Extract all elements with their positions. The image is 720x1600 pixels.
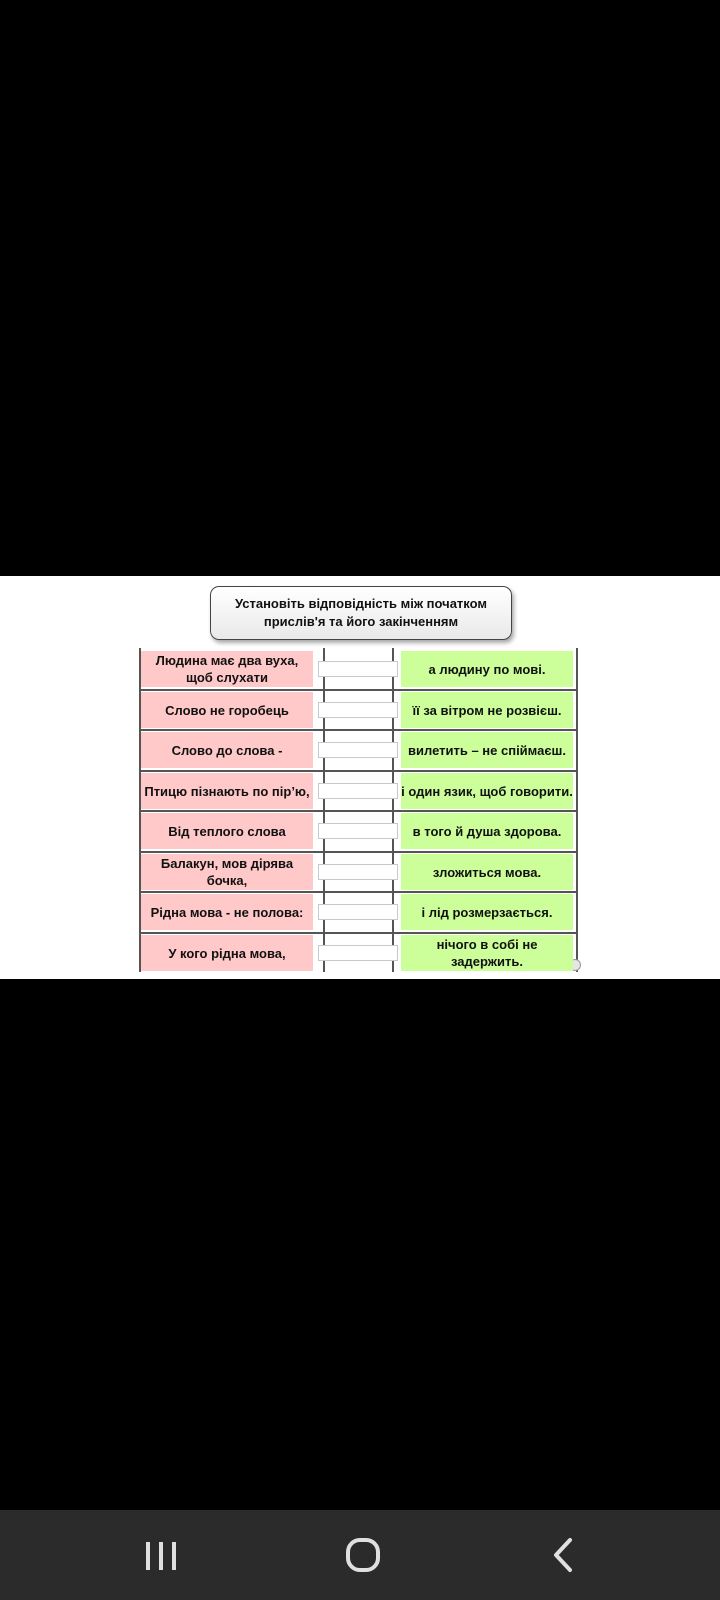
answer-slot[interactable] <box>318 823 398 839</box>
right-item[interactable]: вилетить – не спіймаєш. <box>401 732 573 768</box>
home-icon[interactable] <box>332 1532 392 1578</box>
right-item[interactable]: а людину по мові. <box>401 651 573 687</box>
row-divider <box>139 891 325 893</box>
answer-slot[interactable] <box>318 904 398 920</box>
row-divider <box>139 729 325 731</box>
row-divider <box>325 932 392 934</box>
row-divider <box>139 932 325 934</box>
right-item[interactable]: зложиться мова. <box>401 854 573 890</box>
exercise-sheet <box>0 576 720 979</box>
row-divider <box>325 689 392 691</box>
right-item[interactable]: нічого в собі не задержить. <box>401 935 573 971</box>
recent-apps-icon[interactable] <box>132 1532 192 1578</box>
row-divider <box>139 770 325 772</box>
row-divider <box>325 729 392 731</box>
row-divider <box>139 689 325 691</box>
back-icon[interactable] <box>534 1532 594 1578</box>
row-divider <box>392 891 578 893</box>
right-item[interactable]: і один язик, щоб говорити. <box>401 773 573 809</box>
row-divider <box>392 851 578 853</box>
left-item[interactable]: Від теплого слова <box>141 813 313 849</box>
left-item[interactable]: Слово не горобець <box>141 692 313 728</box>
row-divider <box>325 810 392 812</box>
left-item[interactable]: Рідна мова - не полова: <box>141 894 313 930</box>
answer-slot[interactable] <box>318 864 398 880</box>
left-item[interactable]: Птицю пізнають по пір’ю, <box>141 773 313 809</box>
row-divider <box>325 891 392 893</box>
row-divider <box>392 770 578 772</box>
task-title: Установіть відповідність між початком прислів'я та його закінченням <box>234 596 488 629</box>
row-divider <box>392 729 578 731</box>
answer-slot[interactable] <box>318 702 398 718</box>
system-navigation-bar <box>0 1510 720 1600</box>
left-item[interactable]: У кого рідна мова, <box>141 935 313 971</box>
row-divider <box>392 932 578 934</box>
row-divider <box>325 770 392 772</box>
left-item[interactable]: Слово до слова - <box>141 732 313 768</box>
row-divider <box>139 810 325 812</box>
answer-slot[interactable] <box>318 661 398 677</box>
task-title-box <box>210 586 512 640</box>
row-divider <box>392 810 578 812</box>
left-item[interactable]: Балакун, мов дірява бочка, <box>141 854 313 890</box>
row-divider <box>139 851 325 853</box>
row-divider <box>392 689 578 691</box>
answer-slot[interactable] <box>318 945 398 961</box>
right-item[interactable]: і лід розмерзається. <box>401 894 573 930</box>
matching-board <box>139 648 578 972</box>
left-item[interactable]: Людина має два вуха, щоб слухати <box>141 651 313 687</box>
right-item[interactable]: в того й душа здорова. <box>401 813 573 849</box>
answer-slot[interactable] <box>318 742 398 758</box>
answer-slot[interactable] <box>318 783 398 799</box>
right-item[interactable]: її за вітром не розвієш. <box>401 692 573 728</box>
row-divider <box>325 851 392 853</box>
